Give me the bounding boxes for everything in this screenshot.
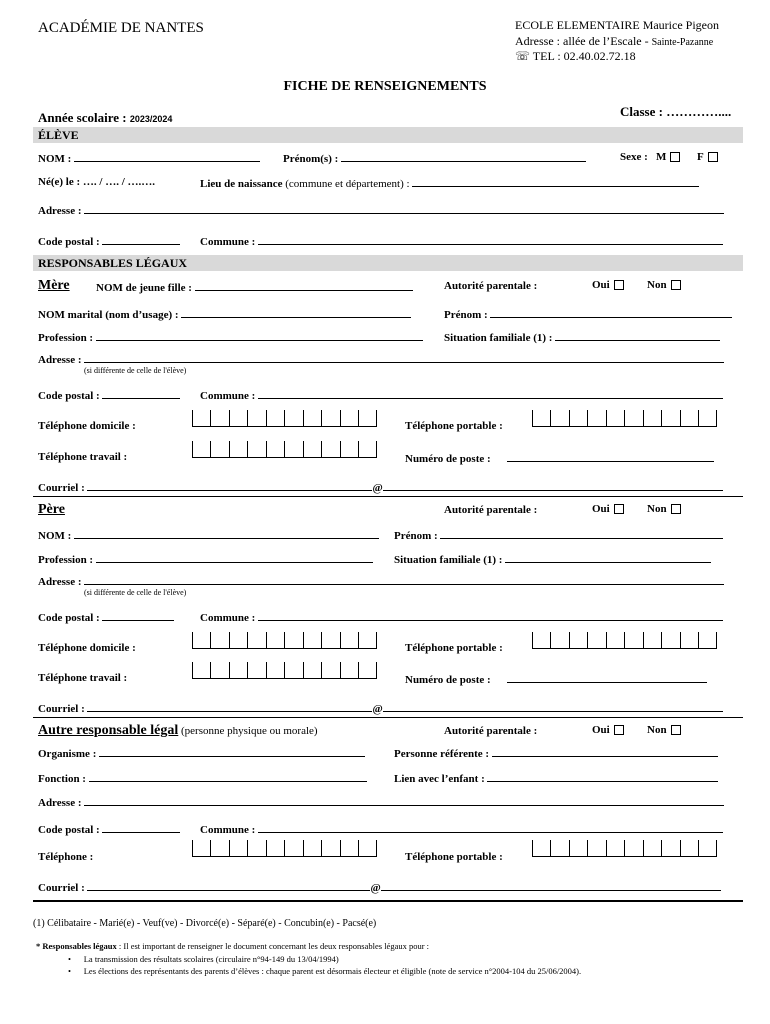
mere-autorite-oui: [592, 279, 624, 291]
mere-commune-label: Commune :: [200, 390, 256, 402]
mere-prenom-label: Prénom :: [444, 309, 488, 321]
year-value: 2023/2024: [129, 114, 173, 124]
autre-autorite: Autorité parentale :: [444, 725, 538, 737]
eleve-nom-field[interactable]: [74, 151, 260, 162]
pere-cp-row: [38, 610, 174, 624]
autre-cp-row: [38, 822, 180, 836]
eleve-adresse-label: Adresse :: [38, 205, 82, 217]
footnote-situation: (1) Célibataire - Marié(e) - Veuf(ve) - Divorcé(e) - Séparé(e) - Concubin(e) - Pacsé(e): [33, 918, 377, 929]
responsables-section-bar: [33, 255, 743, 271]
mere-profession-row: [38, 330, 423, 344]
pere-poste-row: [405, 672, 707, 686]
pere-tel-trav-label: Téléphone travail :: [38, 672, 128, 684]
mere-cp-label: Code postal :: [38, 390, 100, 402]
note-bullet-2: • Les élections des représentants des parents d’élèves : chaque parent est désormais électeur et éligible (note de service n°2004-104 du 25/06/2004).: [68, 966, 582, 976]
pere-adresse-label: Adresse :: [38, 576, 82, 588]
eleve-cp-label: Code postal :: [38, 236, 100, 248]
note-text: : Il est important de renseigner le document concernant les deux responsables légaux pour :: [116, 941, 430, 951]
academie-title: ACADÉMIE DE NANTES: [38, 20, 204, 36]
eleve-cp-field[interactable]: [102, 234, 180, 245]
autre-lien-field[interactable]: [487, 771, 718, 782]
pere-courriel-user-field[interactable]: [87, 701, 372, 712]
eleve-commune-label: Commune :: [200, 236, 256, 248]
pere-autorite: Autorité parentale :: [444, 504, 538, 516]
sexe-f-label: F: [696, 151, 704, 163]
autre-non-checkbox[interactable]: [671, 725, 681, 735]
pere-poste-field[interactable]: [507, 672, 707, 683]
school-name: [515, 18, 719, 33]
note-responsables: [36, 941, 429, 951]
pere-adresse-row: [38, 574, 724, 588]
classe-field[interactable]: [620, 104, 731, 120]
mere-situation-row: [444, 330, 720, 344]
mere-tel-trav-boxes[interactable]: [192, 441, 377, 458]
autre-fonction-label: Fonction :: [38, 773, 86, 785]
mere-cp-row: [38, 388, 180, 402]
pere-profession-label: Profession :: [38, 554, 94, 566]
autre-non-label: Non: [647, 724, 667, 736]
eleve-commune-field[interactable]: [258, 234, 723, 245]
eleve-prenom-field[interactable]: [341, 151, 586, 162]
pere-tel-dom-boxes[interactable]: [192, 632, 377, 649]
address-label: Adresse : allée de l’Escale -: [515, 34, 649, 48]
autre-at-sign: @: [370, 882, 381, 894]
eleve-cp-row: [38, 234, 180, 248]
eleve-prenom-row: [283, 151, 586, 165]
note-bullet-1-text: La transmission des résultats scolaires (circulaire n°94-149 du 13/04/1994): [83, 954, 339, 964]
eleve-commune-row: [200, 234, 723, 248]
eleve-sexe-label: Sexe :: [620, 151, 648, 163]
pere-situation-label: Situation familiale (1) :: [394, 554, 503, 566]
mere-tel-port-label: Téléphone portable :: [405, 420, 503, 432]
pere-courriel-domain-field[interactable]: [383, 701, 723, 712]
year-label-text: Année scolaire :: [38, 110, 127, 125]
autre-cp-label: Code postal :: [38, 824, 100, 836]
mere-commune-field[interactable]: [258, 388, 723, 399]
mere-commune-row: [200, 388, 723, 402]
autre-organisme-label: Organisme :: [38, 748, 97, 760]
mere-adresse-note: (si différente de celle de l'élève): [84, 366, 187, 375]
mere-prenom-field[interactable]: [490, 307, 732, 318]
pere-adresse-field[interactable]: [84, 574, 724, 585]
mere-non-label: Non: [647, 279, 667, 291]
autre-oui-label: Oui: [592, 724, 610, 736]
pere-cp-label: Code postal :: [38, 612, 100, 624]
autre-tel-port-boxes[interactable]: [532, 840, 717, 857]
autre-organisme-field[interactable]: [99, 746, 365, 757]
lieu-label: Lieu de naissance: [200, 178, 283, 190]
pere-tel-trav-boxes[interactable]: [192, 662, 377, 679]
autre-courriel-label: Courriel :: [38, 882, 85, 894]
eleve-prenom-label: Prénom(s) :: [283, 153, 339, 165]
eleve-naissance-date[interactable]: Né(e) le : …. / …. / ….….: [38, 176, 155, 188]
autre-adresse-row: [38, 795, 724, 809]
pere-oui-checkbox[interactable]: [614, 504, 624, 514]
autre-adresse-field[interactable]: [84, 795, 724, 806]
autre-organisme-row: [38, 746, 365, 760]
sexe-f-checkbox[interactable]: [708, 152, 718, 162]
pere-nom-label: NOM :: [38, 530, 72, 542]
school-address: [515, 34, 713, 49]
autre-tel-port-label: Téléphone portable :: [405, 851, 503, 863]
mere-profession-label: Profession :: [38, 332, 94, 344]
mere-jeune-fille-row: [96, 280, 413, 294]
eleve-lieu-field[interactable]: [412, 176, 699, 187]
mere-adresse-row: [38, 352, 724, 366]
pere-situation-field[interactable]: [505, 552, 711, 563]
autre-lien-row: [394, 771, 718, 785]
autre-lien-label: Lien avec l’enfant :: [394, 773, 485, 785]
pere-oui-label: Oui: [592, 503, 610, 515]
pere-courriel-row: [38, 701, 723, 715]
pere-tel-port-label: Téléphone portable :: [405, 642, 503, 654]
address-city: Sainte-Pazanne: [651, 37, 714, 48]
mere-courriel-row: [38, 480, 723, 494]
autre-title-row: [38, 723, 318, 739]
pere-commune-field[interactable]: [258, 610, 723, 621]
autre-fonction-row: [38, 771, 367, 785]
note-bullet-2-text: Les élections des représentants des parents d’élèves : chaque parent est désormais électeur et éligible (note de service n°2004-104 du 25/06/2004).: [83, 966, 582, 976]
autre-tel-label: Téléphone :: [38, 851, 94, 863]
autre-oui-checkbox[interactable]: [614, 725, 624, 735]
mere-separator: [33, 496, 743, 497]
mere-poste-field[interactable]: [507, 451, 714, 462]
eleve-section-bar: [33, 127, 743, 143]
mere-poste-row: [405, 451, 714, 465]
pere-title: Père: [38, 502, 65, 517]
autre-autorite-oui: [592, 724, 624, 736]
autre-cp-field[interactable]: [102, 822, 180, 833]
autre-title: Autre responsable légal: [38, 723, 179, 738]
autre-commune-label: Commune :: [200, 824, 256, 836]
autre-courriel-user-field[interactable]: [87, 880, 370, 891]
pere-separator: [33, 717, 743, 718]
eleve-sexe-row: [620, 151, 718, 163]
pere-prenom-field[interactable]: [440, 528, 723, 539]
mere-at-sign: @: [372, 482, 383, 494]
mere-courriel-label: Courriel :: [38, 482, 85, 494]
pere-poste-label: Numéro de poste :: [405, 674, 491, 686]
pere-commune-label: Commune :: [200, 612, 256, 624]
pere-commune-row: [200, 610, 723, 624]
school-name-text: Maurice Pigeon: [642, 18, 719, 32]
pere-nom-row: [38, 528, 379, 542]
mere-courriel-user-field[interactable]: [87, 480, 372, 491]
pere-courriel-label: Courriel :: [38, 703, 85, 715]
mere-tel-trav-label: Téléphone travail :: [38, 451, 128, 463]
mere-courriel-domain-field[interactable]: [383, 480, 723, 491]
mere-nom-marital-row: [38, 307, 411, 321]
pere-autorite-oui: [592, 503, 624, 515]
note-star: * Responsables légaux: [36, 941, 117, 951]
eleve-nom-row: [38, 151, 260, 165]
pere-tel-port-boxes[interactable]: [532, 632, 717, 649]
autre-tel-boxes[interactable]: [192, 840, 377, 857]
mere-jeune-fille-label: NOM de jeune fille :: [96, 282, 192, 294]
mere-situation-field[interactable]: [555, 330, 720, 341]
autre-adresse-label: Adresse :: [38, 797, 82, 809]
autre-fonction-field[interactable]: [89, 771, 367, 782]
eleve-section-title: ÉLÈVE: [38, 128, 79, 142]
pere-at-sign: @: [372, 703, 383, 715]
mere-nom-marital-label: NOM marital (nom d’usage) :: [38, 309, 179, 321]
autre-commune-field[interactable]: [258, 822, 723, 833]
year-label: [38, 110, 172, 126]
autre-courriel-row: [38, 880, 721, 894]
pere-non-checkbox[interactable]: [671, 504, 681, 514]
autre-referente-label: Personne référente :: [394, 748, 490, 760]
page-title: FICHE DE RENSEIGNEMENTS: [283, 79, 487, 94]
mere-adresse-label: Adresse :: [38, 354, 82, 366]
mere-situation-label: Situation familiale (1) :: [444, 332, 553, 344]
pere-profession-row: [38, 552, 373, 566]
sexe-m-checkbox[interactable]: [670, 152, 680, 162]
pere-tel-dom-label: Téléphone domicile :: [38, 642, 136, 654]
pere-situation-row: [394, 552, 711, 566]
pere-prenom-row: [394, 528, 723, 542]
mere-title: Mère: [38, 278, 70, 293]
autre-autorite-non: [647, 724, 681, 736]
pere-adresse-note: (si différente de celle de l'élève): [84, 588, 187, 597]
mere-poste-label: Numéro de poste :: [405, 453, 491, 465]
autre-title-note: (personne physique ou morale): [181, 725, 318, 737]
mere-tel-port-boxes[interactable]: [532, 410, 717, 427]
mere-nom-marital-field[interactable]: [181, 307, 411, 318]
mere-autorite-non: [647, 279, 681, 291]
autre-commune-row: [200, 822, 723, 836]
autre-referente-row: [394, 746, 718, 760]
sexe-m-label: M: [656, 151, 667, 163]
school-tel: ☏ TEL : 02.40.02.72.18: [515, 49, 636, 63]
pere-non-label: Non: [647, 503, 667, 515]
eleve-adresse-field[interactable]: [84, 203, 724, 214]
mere-prenom-row: [444, 307, 732, 321]
mere-profession-field[interactable]: [96, 330, 423, 341]
mere-tel-dom-label: Téléphone domicile :: [38, 420, 136, 432]
eleve-nom-label: NOM :: [38, 153, 72, 165]
pere-autorite-non: [647, 503, 681, 515]
pere-profession-field[interactable]: [96, 552, 373, 563]
eleve-lieu-row: [200, 176, 699, 190]
responsables-section-title: RESPONSABLES LÉGAUX: [38, 256, 188, 270]
autre-courriel-domain-field[interactable]: [381, 880, 721, 891]
autre-separator: [33, 900, 743, 902]
pere-cp-field[interactable]: [102, 610, 174, 621]
mere-non-checkbox[interactable]: [671, 280, 681, 290]
autre-referente-field[interactable]: [492, 746, 718, 757]
school-name-caps: ECOLE ELEMENTAIRE: [515, 18, 640, 32]
mere-autorite: Autorité parentale :: [444, 280, 538, 292]
mere-cp-field[interactable]: [102, 388, 180, 399]
pere-prenom-label: Prénom :: [394, 530, 438, 542]
lieu-note: (commune et département) :: [285, 178, 410, 190]
mere-oui-label: Oui: [592, 279, 610, 291]
mere-adresse-field[interactable]: [84, 352, 724, 363]
eleve-adresse-row: [38, 203, 724, 217]
classe-text: Classe : …………....: [620, 104, 732, 119]
mere-oui-checkbox[interactable]: [614, 280, 624, 290]
pere-nom-field[interactable]: [74, 528, 379, 539]
note-bullet-1: • La transmission des résultats scolaires (circulaire n°94-149 du 13/04/1994): [68, 954, 339, 964]
mere-tel-dom-boxes[interactable]: [192, 410, 377, 427]
mere-jeune-fille-field[interactable]: [195, 280, 413, 291]
